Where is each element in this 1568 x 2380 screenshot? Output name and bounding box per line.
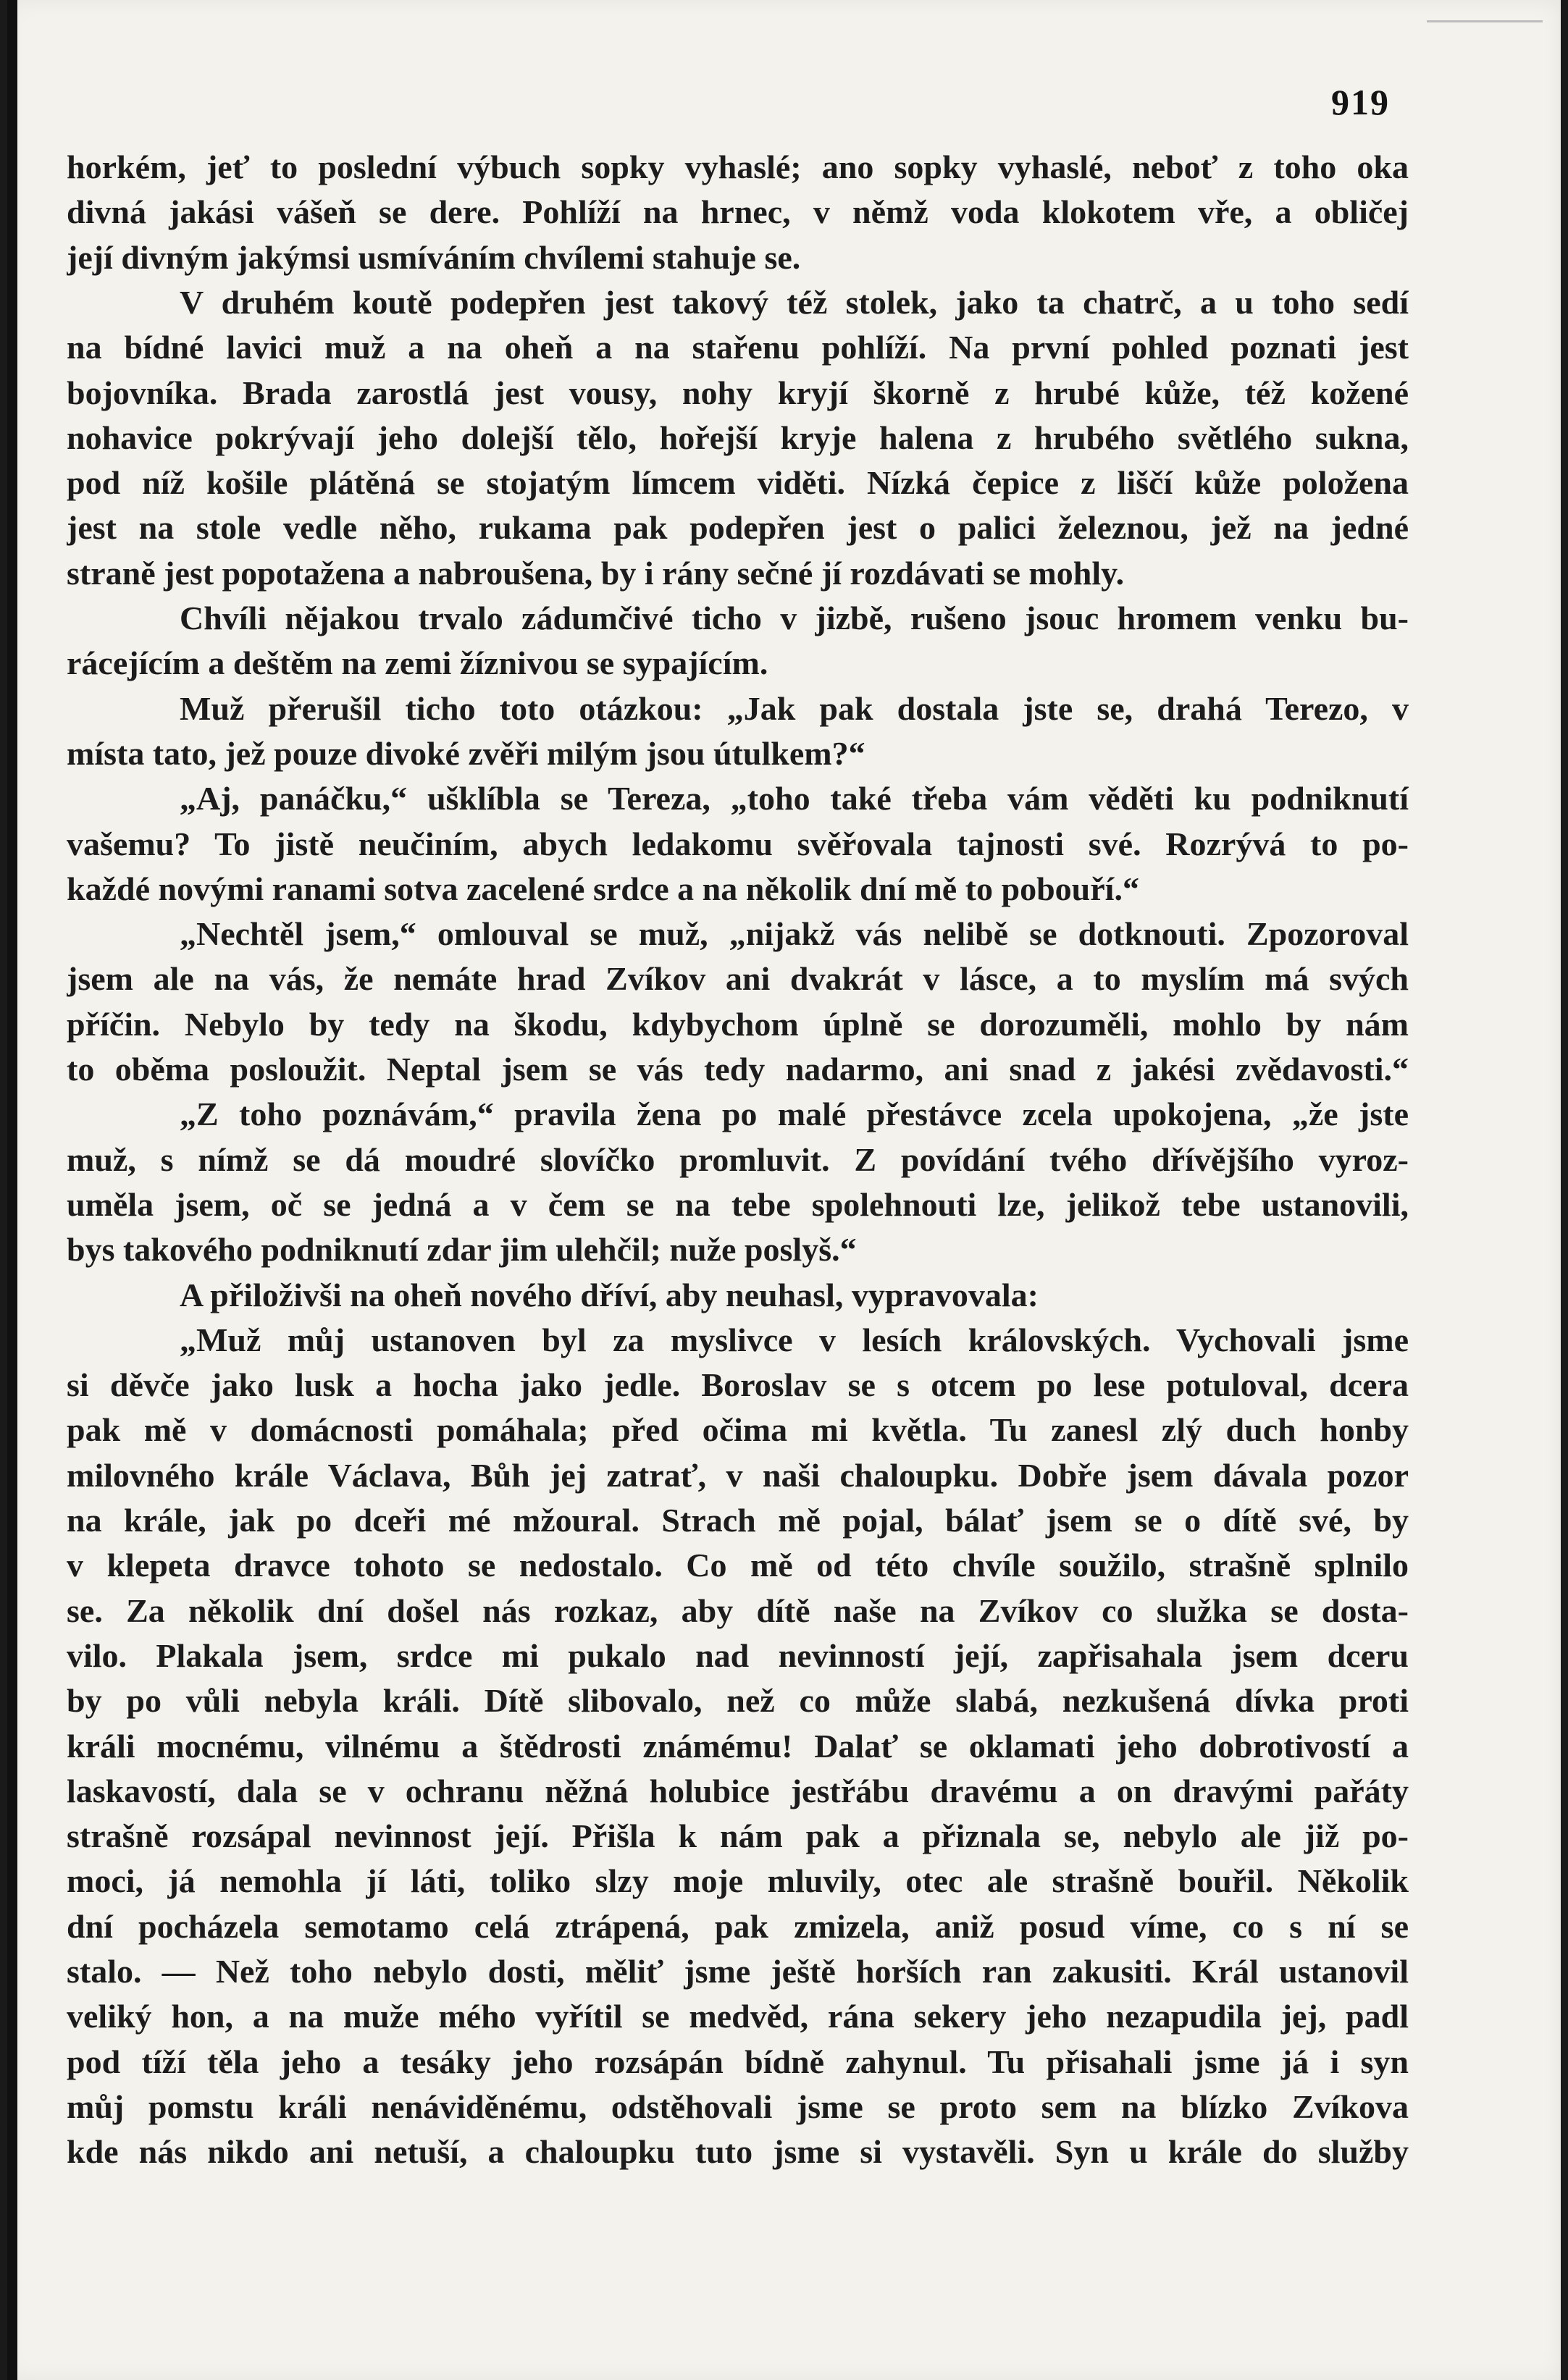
text-line: rácejícím a deštěm na zemi žíznivou se sypajícím. xyxy=(67,644,768,681)
text-line: muž, s nímž se dá moudré slovíčko promluvit. Z povídání tvého dřívějšího vyroz- xyxy=(67,1141,1409,1178)
text-line: „Z toho poznávám,“ pravila žena po malé přestávce zcela upokojena, „že jste xyxy=(180,1096,1409,1132)
text-line: místa tato, jež pouze divoké zvěři milým jsou útulkem?“ xyxy=(67,735,865,772)
text-line: divná jakási vášeň se dere. Pohlíží na hrnec, v němž voda klokotem vře, a obličej xyxy=(67,193,1409,230)
text-line: kde nás nikdo ani netuší, a chaloupku tuto jsme si vystavěli. Syn u krále do služby xyxy=(67,2133,1409,2170)
top-rule xyxy=(1427,20,1543,22)
text-line: pod tíží těla jeho a tesáky jeho rozsápán bídně zahynul. Tu přisahali jsme já i syn xyxy=(67,2043,1409,2080)
text-line: dní pocházela semotamo celá ztrápená, pak zmizela, aniž posud víme, co s ní se xyxy=(67,1908,1409,1945)
text-line: se. Za několik dní došel nás rozkaz, aby dítě naše na Zvíkov co služka se dosta- xyxy=(67,1592,1409,1629)
text-line: „Aj, panáčku,“ ušklíbla se Tereza, „toho také třeba vám věděti ku podniknutí xyxy=(180,780,1409,817)
text-line: králi mocnému, vilnému a štědrosti známému! Dalať se oklamati jeho dobrotivostí a xyxy=(67,1728,1409,1765)
text-line: bys takového podniknutí zdar jim ulehčil; nuže poslyš.“ xyxy=(67,1231,857,1268)
text-line: to oběma posloužit. Neptal jsem se vás tedy nadarmo, ani snad z jakési zvědavosti.“ xyxy=(67,1051,1409,1088)
text-line: veliký hon, a na muže mého vyřítil se medvěd, rána sekery jeho nezapudila jej, padl xyxy=(67,1998,1409,2035)
text-line: vašemu? To jistě neučiním, abych ledakomu svěřovala tajnosti své. Rozrývá to po- xyxy=(67,825,1409,862)
text-line: „Nechtěl jsem,“ omlouval se muž, „nijakž vás nelibě se dotknouti. Zpozoroval xyxy=(180,915,1409,952)
text-line: na krále, jak po dceři mé mžoural. Strach mě pojal, bálať jsem se o dítě své, by xyxy=(67,1502,1409,1539)
scan-edge xyxy=(7,0,17,2380)
text-line: milovného krále Václava, Bůh jej zatrať, v naši chaloupku. Dobře jsem dávala pozor xyxy=(67,1457,1409,1494)
text-line: strašně rozsápal nevinnost její. Přišla k nám pak a přiznala se, nebylo ale již po- xyxy=(67,1817,1409,1854)
book-page xyxy=(7,0,1561,2380)
text-line: uměla jsem, oč se jedná a v čem se na tebe spolehnouti lze, jelikož tebe ustanovili, xyxy=(67,1186,1409,1223)
text-line: Muž přerušil ticho toto otázkou: „Jak pak dostala jste se, drahá Terezo, v xyxy=(180,690,1409,727)
text-line: Chvíli nějakou trvalo zádumčivé ticho v jizbě, rušeno jsouc hromem venku bu- xyxy=(180,600,1409,636)
text-line: straně jest popotažena a nabroušena, by i rány sečné jí rozdávati se mohly. xyxy=(67,555,1125,592)
text-line: vilo. Plakala jsem, srdce mi pukalo nad nevinností její, zapřisahala jsem dceru xyxy=(67,1637,1409,1674)
text-line: V druhém koutě podepřen jest takový též stolek, jako ta chatrč, a u toho sedí xyxy=(180,284,1409,321)
text-line: moci, já nemohla jí láti, toliko slzy moje mluvily, otec ale strašně bouřil. Několik xyxy=(67,1862,1409,1899)
text-line: každé novými ranami sotva zacelené srdce a na několik dní mě to pobouří.“ xyxy=(67,870,1139,907)
text-line: její divným jakýmsi usmíváním chvílemi stahuje se. xyxy=(67,239,801,276)
text-line: bojovníka. Brada zarostlá jest vousy, nohy kryjí škorně z hrubé kůže, též kožené xyxy=(67,374,1409,411)
text-line: horkém, jeť to poslední výbuch sopky vyhaslé; ano sopky vyhaslé, neboť z toho oka xyxy=(67,148,1409,185)
text-line: pak mě v domácnosti pomáhala; před očima mi květla. Tu zanesl zlý duch honby xyxy=(67,1411,1409,1448)
text-line: „Muž můj ustanoven byl za myslivce v lesích královských. Vychovali jsme xyxy=(180,1321,1409,1358)
text-line: jsem ale na vás, že nemáte hrad Zvíkov ani dvakrát v lásce, a to myslím má svých xyxy=(67,960,1409,997)
text-line: nohavice pokrývají jeho dolejší tělo, hořejší kryje halena z hrubého světlého sukna, xyxy=(67,419,1409,456)
text-line: stalo. — Než toho nebylo dosti, měliť jsme ještě horších ran zakusiti. Král ustanovil xyxy=(67,1953,1409,1990)
text-line: na bídné lavici muž a na oheň a na stařenu pohlíží. Na první pohled poznati jest xyxy=(67,329,1409,366)
text-line: A přiloživši na oheň nového dříví, aby neuhasl, vypravovala: xyxy=(180,1277,1039,1313)
text-line: si děvče jako lusk a hocha jako jedle. Boroslav se s otcem po lese potuloval, dcera xyxy=(67,1366,1409,1403)
text-line: laskavostí, dala se v ochranu něžná holubice jestřábu dravému a on dravými pařáty xyxy=(67,1773,1409,1809)
text-line: příčin. Nebylo by tedy na škodu, kdybychom úplně se dorozuměli, mohlo by nám xyxy=(67,1006,1409,1043)
text-line: by po vůli nebyla králi. Dítě slibovalo, než co může slabá, nezkušená dívka proti xyxy=(67,1682,1409,1719)
text-line: jest na stole vedle něho, rukama pak podepřen jest o palici železnou, jež na jedné xyxy=(67,509,1409,546)
text-line: můj pomstu králi nenáviděnému, odstěhovali jsme se proto sem na blízko Zvíkova xyxy=(67,2088,1409,2125)
page-number: 919 xyxy=(1331,82,1390,122)
text-line: pod níž košile plátěná se stojatým límcem viděti. Nízká čepice z liščí kůže položena xyxy=(67,464,1409,501)
text-line: v klepeta dravce tohoto se nedostalo. Co mě od této chvíle soužilo, strašně splnilo xyxy=(67,1547,1409,1584)
